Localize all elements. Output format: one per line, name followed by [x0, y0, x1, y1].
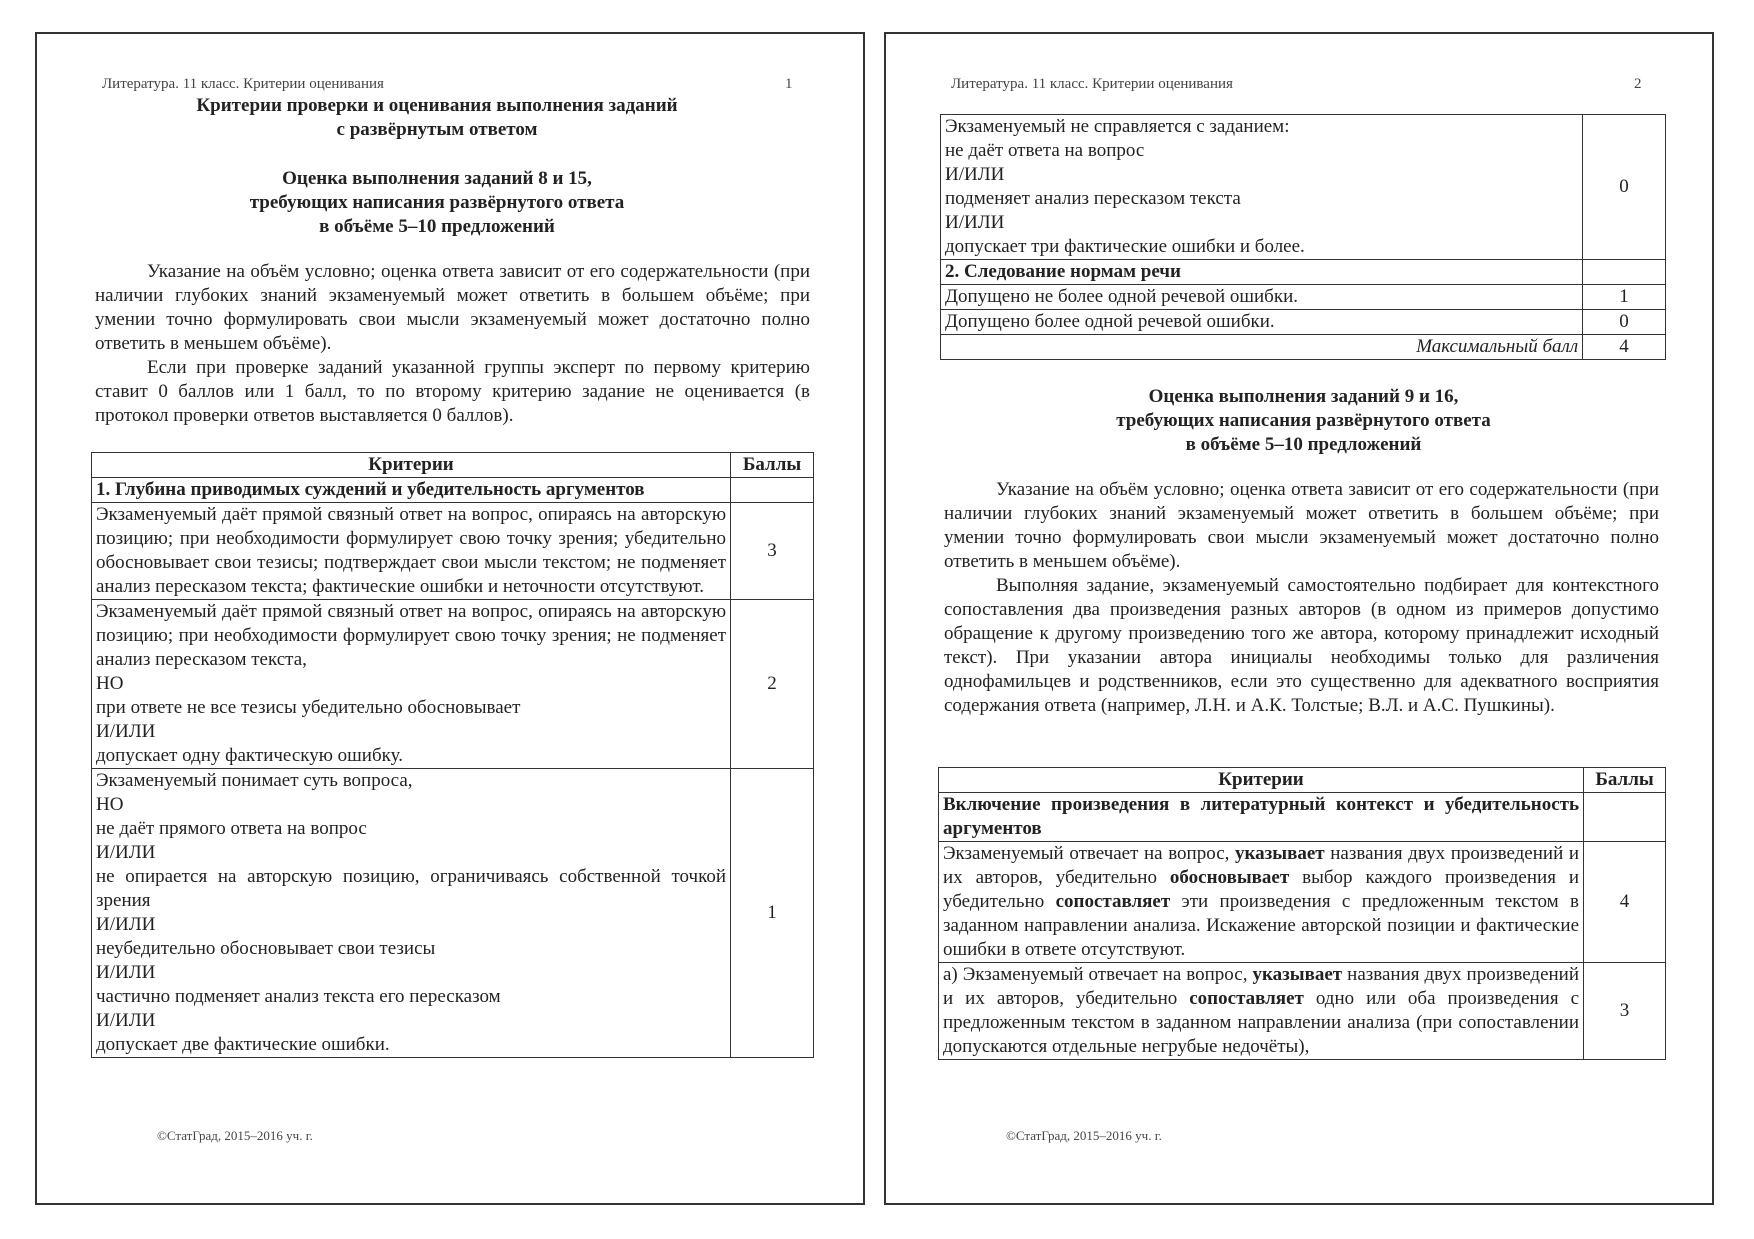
section-heading: Оценка выполнения заданий 8 и 15, требующих написания развёрнутого ответа в объёме 5–10 предложений	[249, 168, 625, 237]
column-header-criteria: Критерии	[92, 453, 731, 478]
criterion-score: 0	[1583, 115, 1666, 260]
criterion-description: Допущено более одной речевой ошибки.	[941, 310, 1583, 335]
section-heading: Оценка выполнения заданий 9 и 16, требующих написания развёрнутого ответа в объёме 5–10 предложений	[1116, 386, 1491, 455]
criterion-description: Экзаменуемый даёт прямой связный ответ на вопрос, опираясь на авторскую позицию; при необходимости формулирует свою точку зрения; убедительно обосновывает свои тезисы; подтверждает свои мысли текстом; не подменяет анализ пересказом текста; фактические ошибки и неточности отсутствуют.	[92, 503, 731, 600]
criterion-score: 0	[1583, 310, 1666, 335]
criterion-section: 1. Глубина приводимых суждений и убедительность аргументов	[92, 478, 731, 503]
running-head: Литература. 11 класс. Критерии оценивания	[951, 76, 1233, 92]
page-1	[35, 32, 865, 1205]
running-head: Литература. 11 класс. Критерии оценивания	[102, 76, 384, 92]
criterion-score: 1	[1583, 285, 1666, 310]
document-title: Критерии проверки и оценивания выполнения заданий с развёрнутым ответом	[196, 95, 678, 140]
criterion-section: 2. Следование нормам речи	[941, 260, 1583, 285]
max-score-label: Максимальный балл	[941, 335, 1583, 360]
criterion-description: Экзаменуемый понимает суть вопроса, НО не даёт прямого ответа на вопрос И/ИЛИ не опирается на авторскую позицию, ограничиваясь собственной точкой зрения И/ИЛИ неубедительно обосновывает свои тезисы И/ИЛИ частично подменяет анализ текста его пересказом И/ИЛИ допускает две фактические ошибки.	[92, 769, 731, 1058]
paragraph: Указание на объём условно; оценка ответа зависит от его содержательности (при наличии глубоких знаний экзаменуемый может ответить в большем объёме; при умении точно формулировать свои мысли экзаменуемый может достаточно полно ответить в меньшем объёме).	[944, 479, 1659, 572]
table-row	[941, 310, 1666, 335]
criterion-description: Экзаменуемый не справляется с заданием: не даёт ответа на вопрос И/ИЛИ подменяет анализ пересказом текста И/ИЛИ допускает три фактические ошибки и более.	[941, 115, 1583, 260]
instructions-text	[95, 260, 810, 428]
criterion-score: 4	[1584, 842, 1666, 963]
criterion-score: 3	[1584, 963, 1666, 1060]
criterion-description: Допущено не более одной речевой ошибки.	[941, 285, 1583, 310]
table-row	[941, 285, 1666, 310]
footer: ©СтатГрад, 2015–2016 уч. г.	[157, 1128, 313, 1143]
column-header-points: Баллы	[1584, 768, 1666, 793]
max-score-value: 4	[1583, 335, 1666, 360]
page-2	[884, 32, 1714, 1205]
criterion-score: 3	[731, 503, 814, 600]
column-header-points: Баллы	[731, 453, 814, 478]
criterion-score: 1	[731, 769, 814, 1058]
paragraph: Если при проверке заданий указанной группы эксперт по первому критерию ставит 0 баллов или 1 балл, то по второму критерию задание не оценивается (в протокол проверки ответов выставляется 0 баллов).	[95, 357, 810, 426]
criterion-section: Включение произведения в литературный контекст и убедительность аргументов	[939, 793, 1584, 842]
max-score-row	[941, 335, 1666, 360]
table-row	[92, 503, 814, 600]
column-header-criteria: Критерии	[939, 768, 1584, 793]
paragraph: Выполняя задание, экзаменуемый самостоятельно подбирает для контекстного сопоставления два произведения разных авторов (в одном из примеров допустимо обращение к другому произведению того же автора, которому принадлежит исходный текст). При указании автора инициалы необходимы только для различения однофамильцев и родственников, если это существенно для адекватного восприятия содержания ответа (например, Л.Н. и А.К. Толстые; В.Л. и А.С. Пушкины).	[944, 575, 1659, 716]
instructions-text	[944, 478, 1659, 718]
criteria-table	[938, 767, 1666, 1060]
paragraph: Указание на объём условно; оценка ответа зависит от его содержательности (при наличии глубоких знаний экзаменуемый может ответить в большем объёме; при умении точно формулировать свои мысли экзаменуемый может достаточно полно ответить в меньшем объёме).	[95, 261, 810, 354]
table-row	[939, 963, 1666, 1060]
criterion-description: Экзаменуемый отвечает на вопрос, указывает названия двух произведений и их авторов, убедительно обосновывает выбор каждого произведения и убедительно сопоставляет эти произведения с предложенным текстом в заданном направлении анализа. Искажение авторской позиции и фактические ошибки в ответе отсутствуют.	[939, 842, 1584, 963]
table-row	[92, 600, 814, 769]
criteria-table	[91, 452, 814, 1058]
table-row	[941, 115, 1666, 260]
page-number: 2	[1634, 76, 1642, 92]
criterion-description: Экзаменуемый даёт прямой связный ответ на вопрос, опираясь на авторскую позицию; при необходимости формулирует свою точку зрения; не подменяет анализ пересказом текста, НО при ответе не все тезисы убедительно обосновывает И/ИЛИ допускает одну фактическую ошибку.	[92, 600, 731, 769]
table-row	[939, 842, 1666, 963]
table-row	[92, 769, 814, 1058]
criteria-table-continued	[940, 114, 1666, 360]
page-number: 1	[785, 76, 793, 92]
criterion-score: 2	[731, 600, 814, 769]
criterion-description: а) Экзаменуемый отвечает на вопрос, указывает названия двух произведений и их авторов, убедительно сопоставляет одно или оба произведения с предложенным текстом в заданном направлении анализа (при сопоставлении допускаются отдельные негрубые недочёты),	[939, 963, 1584, 1060]
footer: ©СтатГрад, 2015–2016 уч. г.	[1006, 1128, 1162, 1143]
